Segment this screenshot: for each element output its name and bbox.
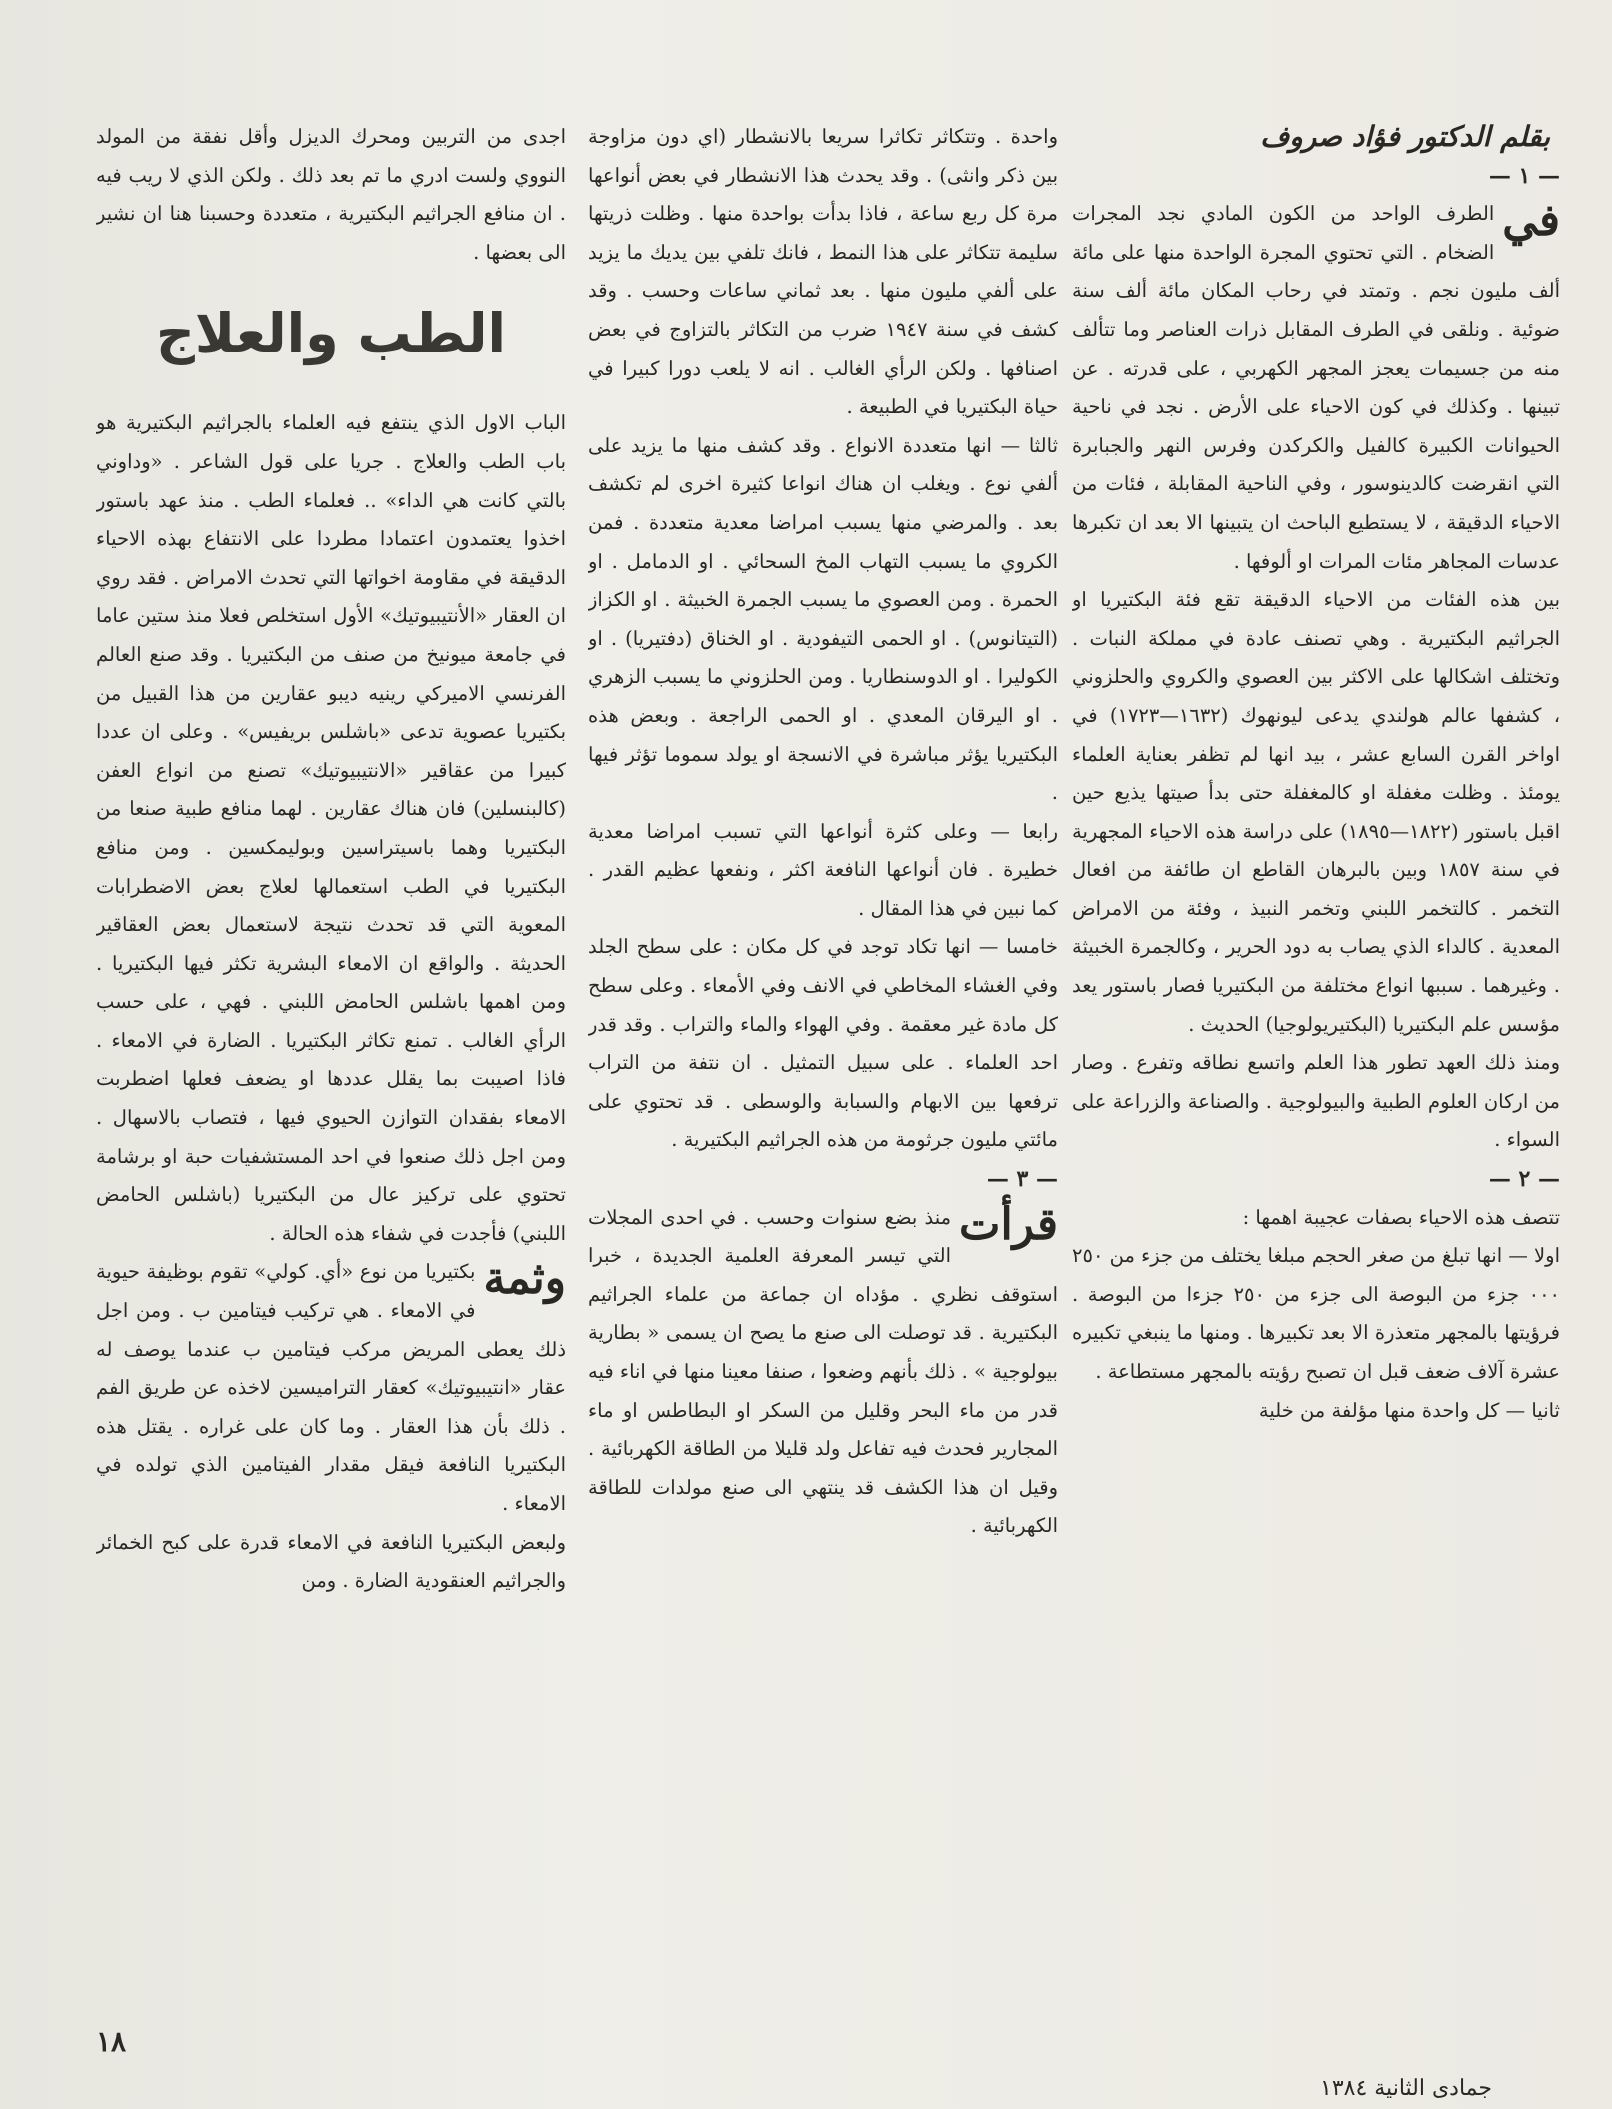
paragraph-medicine: الباب الاول الذي ينتفع فيه العلماء بالجراثيم البكتيرية هو باب الطب والعلاج . جريا على قول الشاعر . «وداوني بالتي كانت هي الداء» .. فعلماء الطب . منذ عهد باستور اخذوا يعتمدون اعتمادا مطردا على الانتفاع بهذه الاحياء الدقيقة في مقاومة اخواتها التي تحدث الامراض . فقد روي ان العقار «الأنتيبيوتيك» الأول استخلص فعلا منذ ستين عاما في جامعة ميونيخ من صنف من البكتيريا . وقد صنع العالم الفرنسي الاميركي رينيه ديبو عقارين من هذا القبيل من بكتيريا عصوية تدعى «باشلس بريفيس» . وعلى ان عددا كبيرا من عقاقير «الانتيبيوتيك» تصنع من انواع العفن (كالبنسلين) فان هناك عقارين . لهما منافع طبية صنعا من البكتيريا وهما باسيتراسين وبوليمكسين . ومن منافع البكتيريا في الطب استعمالها لعلاج بعض الاضطرابات المعوية التي قد تحدث نتيجة لاستعمال بعض العقاقير الحديثة . والواقع ان الامعاء البشرية تكثر فيها البكتيريا . ومن اهمها باشلس الحامض اللبني . فهي ، على حسب الرأي الغالب . تمنع تكاثر البكتيريا . الضارة في الامعاء . فاذا اصيبت بما يقلل عددها او يضعف فعلها اضطربت الامعاء بفقدان التوازن الحيوي فيها ، فتصاب بالاسهال . ومن اجل ذلك صنعوا في احد المستشفيات حبة او برشامة تحتوي على تركيز عال من البكتيريا (باشلس الحامض اللبني) فأجدت في شفاء هذه الحالة . [96,411,566,1245]
paragraph-text: بكتيريا من نوع «أي. كولي» تقوم بوظيفة حيوية في الامعاء . هي تركيب فيتامين ب . ومن اجل ذلك يعطى المريض مركب فيتامين ب عندما يوصف له عقار «انتيبيوتيك» كعقار التراميسين لاخذه عن طريق الفم . ذلك بأن هذا العقار . وما كان على غراره . يقتل هذه البكتيريا النافعة فيقل مقدار الفيتامين الذي تولده في الامعاء . [96,1260,566,1515]
paragraph-text: منذ بضع سنوات وحسب . في احدى المجلات التي تيسر المعرفة العلمية الجديدة ، خبرا استوقف نظري . مؤداه ان جماعة من علماء الجراثيم البكتيرية . قد توصلت الى صنع ما يصح ان يسمى « بطارية بيولوجية » . ذلك بأنهم وضعوا ، صنفا معينا منها في اناء فيه قدر من ماء البحر وقليل من السكر او البطاطس او ماء المجارير فحدث فيه تفاعل ولد قليلا من الطاقة الكهربائية . وقيل ان هذا الكشف قد ينتهي الى صنع مولدات للطاقة الكهربائية . [588,1205,1058,1538]
paragraph-intro [1072,195,1560,581]
section-number-2: — ٢ — [1488,1166,1560,1193]
paragraph-bacteria-history: بين هذه الفئات من الاحياء الدقيقة تقع فئة البكتيريا او الجراثيم البكتيرية . وهي تصنف عادة في مملكة النبات . وتختلف اشكالها على الاكثر بين العصوي والكروي والحلزوني ، كشفها عالم هولندي يدعى ليونهوك (١٦٣٢—١٧٢٣) في اواخر القرن السابع عشر ، بيد انها لم تظفر بعناية العلماء يومئذ . وظلت مغفلة او كالمغفلة حتى بدأ صيتها يذيع حين اقبل باستور (١٨٢٢—١٨٩٥) على دراسة هذه الاحياء المجهرية في سنة ١٨٥٧ وبين بالبرهان القاطع ان طائفة من افعال التخمر . كالتخمر اللبني وتخمر النبيذ ، وفئة من الامراض المعدية . كالداء الذي يصاب به دود الحرير ، وكالجمرة الخبيثة . وغيرهما . سببها انواع مختلفة من البكتيريا فصار باستور يعد مؤسس علم البكتيريا (البكتيريولوجيا) الحديث . [1072,588,1560,1036]
article-column-right [1072,118,1560,1998]
paragraph-trait-fifth: خامسا — انها تكاد توجد في كل مكان : على سطح الجلد وفي الغشاء المخاطي في الانف وفي الأمعاء . وعلى سطح كل مادة غير معقمة . وفي الهواء والماء والتراب . وقد قدر احد العلماء . على سبيل التمثيل . ان نتفة من التراب ترفعها بين الابهام والسبابة والوسطى . قد تحتوي على مائتي مليون جرثومة من هذه الجراثيم البكتيرية . [588,935,1058,1152]
article-byline: بقلم الدكتور فؤاد صروف [1260,120,1550,153]
section-heading: الطب والعلاج [155,302,507,366]
article-column-left [96,118,566,1998]
paragraph-field-growth: ومنذ ذلك العهد تطور هذا العلم واتسع نطاقه وتفرع . وصار من اركان العلوم الطبية والبيولوجية . والصناعة والزراعة على السواء . [1072,1051,1560,1152]
paragraph-trait-second: ثانيا — كل واحدة منها مؤلفة من خلية [1258,1398,1560,1422]
footer-date: جمادى الثانية ١٣٨٤ [1320,2076,1493,2101]
paragraph-benefits: اجدى من التربين ومحرك الديزل وأقل نفقة من المولد النووي ولست ادري ما تم بعد ذلك . ولكن الذي لا ريب فيه . ان منافع الجراثيم البكتيرية ، متعددة وحسبنا هنا ان نشير الى بعضها . [96,125,566,264]
paragraph-ecoli [96,1253,566,1523]
paragraph-trait-third: ثالثا — انها متعددة الانواع . وقد كشف منها ما يزيد على ألفي نوع . ويغلب ان هناك انواعا كثيرة اخرى لم تكشف بعد . والمرضي منها يسبب امراضا معدية متعددة . فمن الكروي ما يسبب التهاب المخ السحائي . او الدمامل . او الحمرة . ومن العصوي ما يسبب الجمرة الخبيثة . او الكزاز (التيتانوس) . او الحمى التيفودية . او الخناق (دفتيريا) . او الكوليرا . او الدوسنطاريا . ومن الحلزوني ما يسبب الزهري . او اليرقان المعدي . او الحمى الراجعة . وبعض هذه البكتيريا يؤثر مباشرة في الانسجة او يولد سموما تؤثر فيها . [588,433,1058,805]
paragraph-trait-fourth: رابعا — وعلى كثرة أنواعها التي تسبب امراضا معدية خطيرة . فان أنواعها النافعة اكثر ، ونفعها عظيم القدر . كما نبين في هذا المقال . [588,819,1058,920]
page-number: ١٨ [96,2025,127,2058]
paragraph-trait-first: اولا — انها تبلغ من صغر الحجم مبلغا يختلف من جزء من ٢٥٠ ٠٠٠ جزء من البوصة الى جزء من ٢٥٠ جزءا من البوصة . فرؤيتها بالمجهر متعذرة الا بعد تكبيرها . ومنها ما ينبغي تكبيره عشرة آلاف ضعف قبل ان تصبح رؤيته بالمجهر مستطاعة . [1072,1244,1560,1383]
section-number-1: — ١ — [1488,162,1560,189]
paragraph-battery [588,1199,1058,1546]
paragraph-reproduction: واحدة . وتتكاثر تكاثرا سريعا بالانشطار (اي دون مزاوجة بين ذكر وانثى) . وقد يحدث هذا الانشطار في بعض أنواعها مرة كل ربع ساعة ، فاذا بدأت بواحدة منها . وظلت ذريتها سليمة تتكاثر على هذا النمط ، فانك تلفي بين يديك ما يزيد على ألفي مليون منها . بعد ثماني ساعات وحسب . وقد كشف في سنة ١٩٤٧ ضرب من التكاثر بالتزاوج في بعض اصنافها . ولكن الرأي الغالب . انه لا يلعب دورا كبيرا في حياة البكتيريا في الطبيعة . [588,125,1058,419]
section-number-3: — ٣ — [986,1166,1058,1193]
drop-cap: وثمة [483,1253,566,1305]
drop-cap: في [1502,195,1560,247]
article-column-middle [588,118,1058,1998]
paragraph-inhibition: ولبعض البكتيريا النافعة في الامعاء قدرة على كبح الخمائر والجراثيم العنقودية الضارة . ومن [96,1530,566,1593]
drop-cap: قرأت [959,1198,1058,1250]
paragraph-traits-intro: تتصف هذه الاحياء بصفات عجيبة اهمها : [1242,1205,1560,1229]
paragraph-text: الطرف الواحد من الكون المادي نجد المجرات الضخام . التي تحتوي المجرة الواحدة منها على مائة ألف مليون نجم . وتمتد في رحاب المكان مائة ألف سنة ضوئية . ونلقى في الطرف المقابل ذرات العناصر وما تتألف منه من جسيمات يعجز المجهر الكهربي ، على قدرته . عن تبينها . وكذلك في كون الاحياء على الأرض . نجد في ناحية الحيوانات الكبيرة كالفيل والكركدن وفرس النهر والجبابرة التي انقرضت كالدينوسور ، وفي الناحية المقابلة ، فئات من الاحياء الدقيقة ، لا يستطيع الباحث ان يتبينها الا بعد ان تكبرها عدسات المجاهر مئات المرات او ألوفها . [1072,202,1560,573]
